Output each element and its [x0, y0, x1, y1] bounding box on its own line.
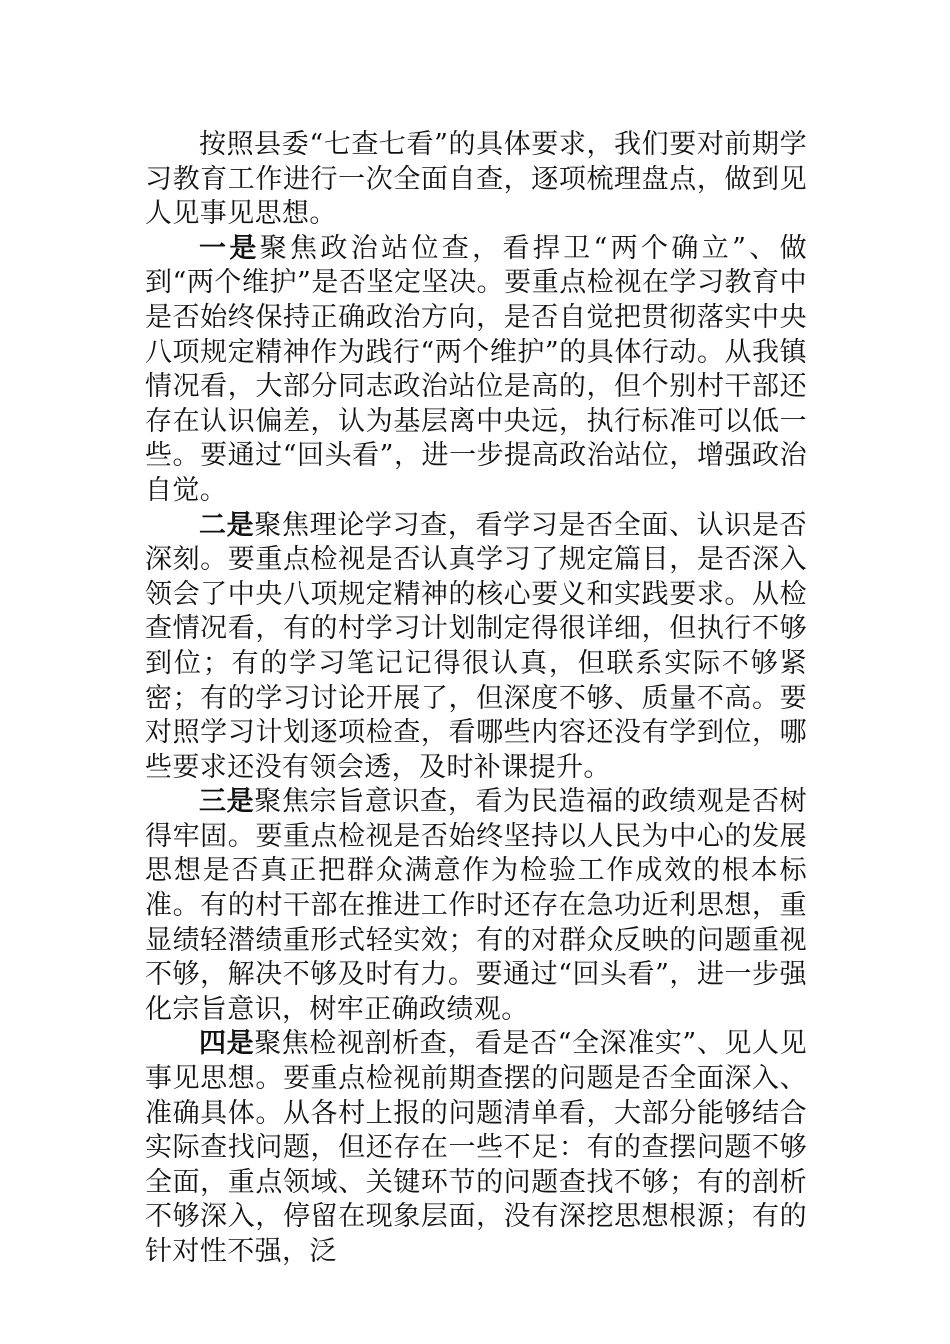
paragraph-self-examination [145, 1027, 807, 1269]
paragraph-text: 按照县委“七查七看”的具体要求，我们要对前期学习教育工作进行一次全面自查，逐项梳理盘点，做到见人见事见思想。 [145, 129, 807, 230]
paragraph-lead: 四是 [199, 1028, 255, 1060]
paragraph-political-stance [145, 232, 807, 509]
paragraph-text: 聚焦宗旨意识查，看为民造福的政绩观是否树得牢固。要重点检视是否始终坚持以人民为中心的发展思想是否真正把群众满意作为检验工作成效的根本标准。有的村干部在推进工作时还存在急功近利思想，重显绩轻潜绩重形式轻实效；有的对群众反映的问题重视不够，解决不够及时有力。要通过“回头看”，进一步强化宗旨意识，树牢正确政绩观。 [145, 786, 807, 1025]
paragraph-intro [145, 128, 807, 232]
paragraph-lead: 三是 [199, 786, 255, 818]
paragraph-purpose-awareness [145, 785, 807, 1027]
paragraph-text: 聚焦检视剖析查，看是否“全深准实”、见人见事见思想。要重点检视前期查摆的问题是否全面深入、准确具体。从各村上报的问题清单看，大部分能够结合实际查找问题，但还存在一些不足：有的查摆问题不够全面，重点领域、关键环节的问题查找不够；有的剖析不够深入，停留在现象层面，没有深挖思想根源；有的针对性不强，泛 [145, 1028, 807, 1267]
paragraph-text: 聚焦理论学习查，看学习是否全面、认识是否深刻。要重点检视是否认真学习了规定篇目，是否深入领会了中央八项规定精神的核心要义和实践要求。从检查情况看，有的村学习计划制定得很详细，但执行不够到位；有的学习笔记记得很认真，但联系实际不够紧密；有的学习讨论开展了，但深度不够、质量不高。要对照学习计划逐项检查，看哪些内容还没有学到位，哪些要求还没有领会透，及时补课提升。 [145, 509, 807, 783]
paragraph-lead: 二是 [199, 509, 255, 541]
paragraph-lead: 一是 [199, 232, 260, 264]
paragraph-text: 聚焦政治站位查，看捍卫“两个确立”、做到“两个维护”是否坚定坚决。要重点检视在学习教育中是否始终保持正确政治方向，是否自觉把贯彻落实中央八项规定精神作为践行“两个维护”的具体行动。从我镇情况看，大部分同志政治站位是高的，但个别村干部还存在认识偏差，认为基层离中央远，执行标准可以低一些。要通过“回头看”，进一步提高政治站位，增强政治自觉。 [145, 232, 807, 506]
document-body [145, 128, 807, 1270]
paragraph-theory-study [145, 509, 807, 786]
